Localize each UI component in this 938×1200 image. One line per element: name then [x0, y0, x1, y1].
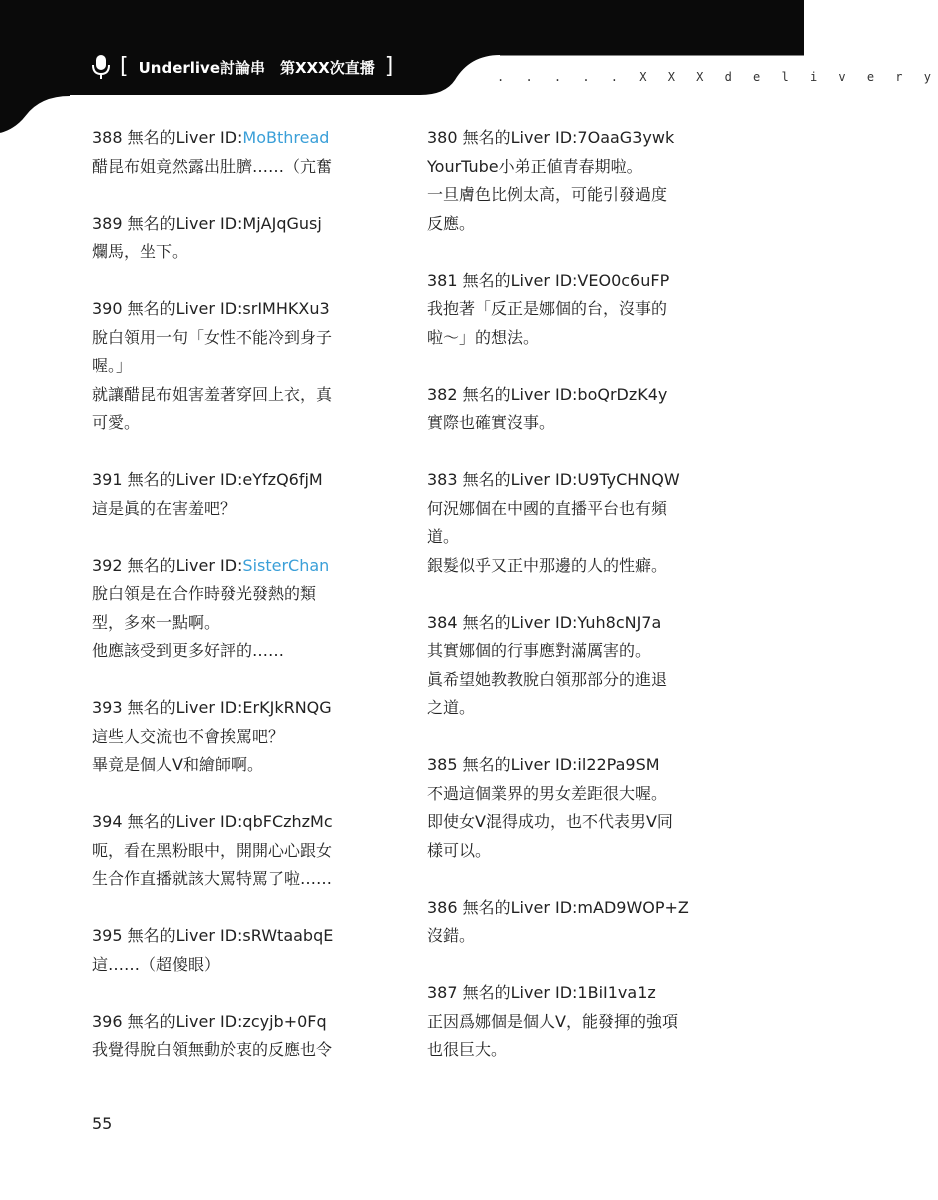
- post-author: 無名的Liver ID:: [462, 612, 578, 632]
- post-text-line: 樣可以。: [427, 840, 492, 860]
- post-text-line: 他應該受到更多好評的……: [92, 641, 285, 660]
- header-bracket-close: ]: [384, 54, 394, 79]
- post-number: 382: [427, 384, 458, 404]
- post-header: [427, 381, 727, 410]
- post-text-line: 道。: [427, 527, 460, 546]
- right-column: [427, 124, 727, 1093]
- post-author: 無名的Liver ID:: [462, 270, 578, 290]
- post-user-id: mAD9WOP+Z: [577, 897, 689, 917]
- post-header: [92, 466, 392, 495]
- thread-post: [92, 808, 392, 894]
- post-text-line: 這些人交流也不會挨罵吧？: [92, 726, 285, 746]
- header-title: Underlive討論串 第XXX次直播: [138, 58, 375, 77]
- post-header: [427, 609, 727, 638]
- post-text-line: 之道。: [427, 698, 476, 717]
- post-user-id: ErKJkRNQG: [242, 698, 332, 717]
- post-number: 383: [427, 470, 458, 489]
- post-text-line: 生合作直播就該大罵特罵了啦……: [92, 869, 333, 888]
- post-number: 385: [427, 755, 458, 774]
- post-text-line: 啦～」的想法。: [427, 327, 540, 347]
- post-text-line: 正因爲娜個是個人V，能發揮的強項: [427, 1011, 678, 1031]
- post-number: 390: [92, 299, 123, 318]
- post-author: 無名的Liver ID:: [127, 299, 243, 318]
- post-text-line: 反應。: [427, 213, 476, 233]
- post-text-line: 呃，看在黑粉眼中，開開心心跟女: [92, 840, 333, 860]
- thread-post: [92, 922, 392, 979]
- post-header: [92, 808, 392, 837]
- post-number: 387: [427, 983, 458, 1002]
- post-number: 391: [92, 470, 123, 489]
- post-user-id: sRWtaabqE: [242, 926, 334, 945]
- post-text-line: 脫白領是在合作時發光發熱的類: [92, 584, 317, 603]
- post-number: 381: [427, 270, 458, 290]
- post-header: [92, 552, 392, 581]
- header-subtitle: . . . . . X X X d e l i v e r y: [497, 70, 938, 84]
- post-author: 無名的Liver ID:: [462, 470, 578, 489]
- page-number: 55: [92, 1114, 113, 1133]
- left-column: [92, 124, 392, 1093]
- post-header: [427, 267, 727, 296]
- header-title-group: [92, 52, 393, 82]
- post-header: [92, 124, 392, 153]
- post-text-line: 何況娜個在中國的直播平台也有頻: [427, 498, 668, 518]
- post-header: [92, 694, 392, 723]
- post-number: 393: [92, 698, 123, 717]
- post-text-line: 其實娜個的行事應對滿厲害的。: [427, 641, 652, 660]
- post-text-line: 這……（超傻眼）: [92, 954, 221, 974]
- post-number: 389: [92, 213, 123, 233]
- thread-post: [92, 1008, 392, 1065]
- post-text-line: 我覺得脫白領無動於衷的反應也令: [92, 1040, 333, 1059]
- post-text-line: 就讓醋昆布姐害羞著穿回上衣，真: [92, 384, 333, 404]
- post-user-id: SisterChan: [242, 555, 330, 575]
- post-user-id: MoBthread: [242, 128, 330, 147]
- post-text-line: 型，多來一點啊。: [92, 612, 221, 632]
- post-author: 無名的Liver ID:: [462, 755, 578, 774]
- post-header: [427, 751, 727, 780]
- post-text-line: 不過這個業界的男女差距很大喔。: [427, 783, 668, 803]
- post-text-line: 脫白領用一句「女性不能冷到身子: [92, 327, 333, 347]
- post-header: [92, 1008, 392, 1037]
- thread-post: [427, 751, 727, 865]
- thread-post: [92, 466, 392, 523]
- post-text-line: 這是眞的在害羞吧？: [92, 498, 237, 518]
- post-author: 無名的Liver ID:: [462, 128, 578, 147]
- post-text-line: 實際也確實沒事。: [427, 413, 556, 432]
- thread-post: [427, 267, 727, 353]
- post-header: [92, 210, 392, 239]
- thread-post: [427, 381, 727, 438]
- post-text-line: 也很巨大。: [427, 1040, 508, 1059]
- post-text-line: 可愛。: [92, 413, 141, 432]
- header-bracket-open: [: [120, 54, 129, 79]
- post-user-id: eYfzQ6fjM: [242, 470, 323, 489]
- post-header: [92, 922, 392, 951]
- post-text-line: 我抱著「反正是娜個的台，沒事的: [427, 299, 668, 318]
- post-header: [427, 894, 727, 923]
- post-author: 無名的Liver ID:: [127, 812, 243, 831]
- thread-post: [427, 609, 727, 723]
- post-author: 無名的Liver ID:: [462, 983, 578, 1002]
- post-user-id: il22Pa9SM: [577, 755, 660, 774]
- post-author: 無名的Liver ID:: [127, 1011, 243, 1031]
- post-user-id: srIMHKXu3: [242, 299, 330, 318]
- post-number: 394: [92, 812, 123, 831]
- post-header: [427, 979, 727, 1008]
- post-user-id: U9TyCHNQW: [577, 470, 680, 489]
- post-text-line: 即使女V混得成功，也不代表男V同: [427, 812, 673, 831]
- post-user-id: 7OaaG3ywk: [577, 128, 675, 147]
- post-text-line: 一旦膚色比例太高，可能引發過度: [427, 185, 668, 204]
- thread-post: [427, 894, 727, 951]
- post-user-id: Yuh8cNJ7a: [577, 612, 662, 632]
- post-number: 396: [92, 1011, 123, 1031]
- microphone-icon: [92, 54, 110, 80]
- post-author: 無名的Liver ID:: [127, 698, 243, 717]
- header-bar: [0, 0, 938, 95]
- thread-post: [92, 210, 392, 267]
- post-number: 380: [427, 128, 458, 147]
- post-user-id: MjAJqGusj: [242, 213, 322, 233]
- post-text-line: 沒錯。: [427, 926, 476, 945]
- post-text-line: 畢竟是個人V和繪師啊。: [92, 755, 263, 774]
- post-author: 無名的Liver ID:: [127, 213, 243, 233]
- thread-post: [427, 979, 727, 1065]
- post-author: 無名的Liver ID:: [127, 555, 243, 575]
- post-user-id: 1BiI1va1z: [577, 983, 656, 1002]
- post-user-id: VEO0c6uFP: [577, 270, 670, 290]
- post-number: 384: [427, 612, 458, 632]
- post-text-line: YourTube小弟正値青春期啦。: [427, 156, 643, 176]
- thread-post: [92, 295, 392, 438]
- post-text-line: 銀髮似乎又正中那邊的人的性癖。: [427, 555, 668, 575]
- post-user-id: boQrDzK4y: [577, 384, 668, 404]
- post-author: 無名的Liver ID:: [127, 128, 243, 147]
- post-number: 388: [92, 128, 123, 147]
- post-author: 無名的Liver ID:: [462, 897, 578, 917]
- post-author: 無名的Liver ID:: [462, 384, 578, 404]
- post-author: 無名的Liver ID:: [127, 470, 243, 489]
- thread-post: [427, 124, 727, 238]
- post-text-line: 醋昆布姐竟然露出肚臍……（亢奮: [92, 156, 333, 176]
- thread-post: [427, 466, 727, 580]
- post-number: 395: [92, 926, 123, 945]
- post-header: [92, 295, 392, 324]
- post-header: [427, 124, 727, 153]
- thread-post: [92, 694, 392, 780]
- thread-post: [92, 552, 392, 666]
- post-number: 392: [92, 555, 123, 575]
- post-author: 無名的Liver ID:: [127, 926, 243, 945]
- post-text-line: 爛馬，坐下。: [92, 242, 189, 261]
- post-user-id: zcyjb+0Fq: [242, 1011, 327, 1031]
- post-text-line: 眞希望她教教脫白領那部分的進退: [427, 669, 668, 689]
- post-text-line: 喔。」: [92, 356, 133, 375]
- post-number: 386: [427, 897, 458, 917]
- thread-post: [92, 124, 392, 181]
- post-header: [427, 466, 727, 495]
- post-user-id: qbFCzhzMc: [242, 812, 333, 831]
